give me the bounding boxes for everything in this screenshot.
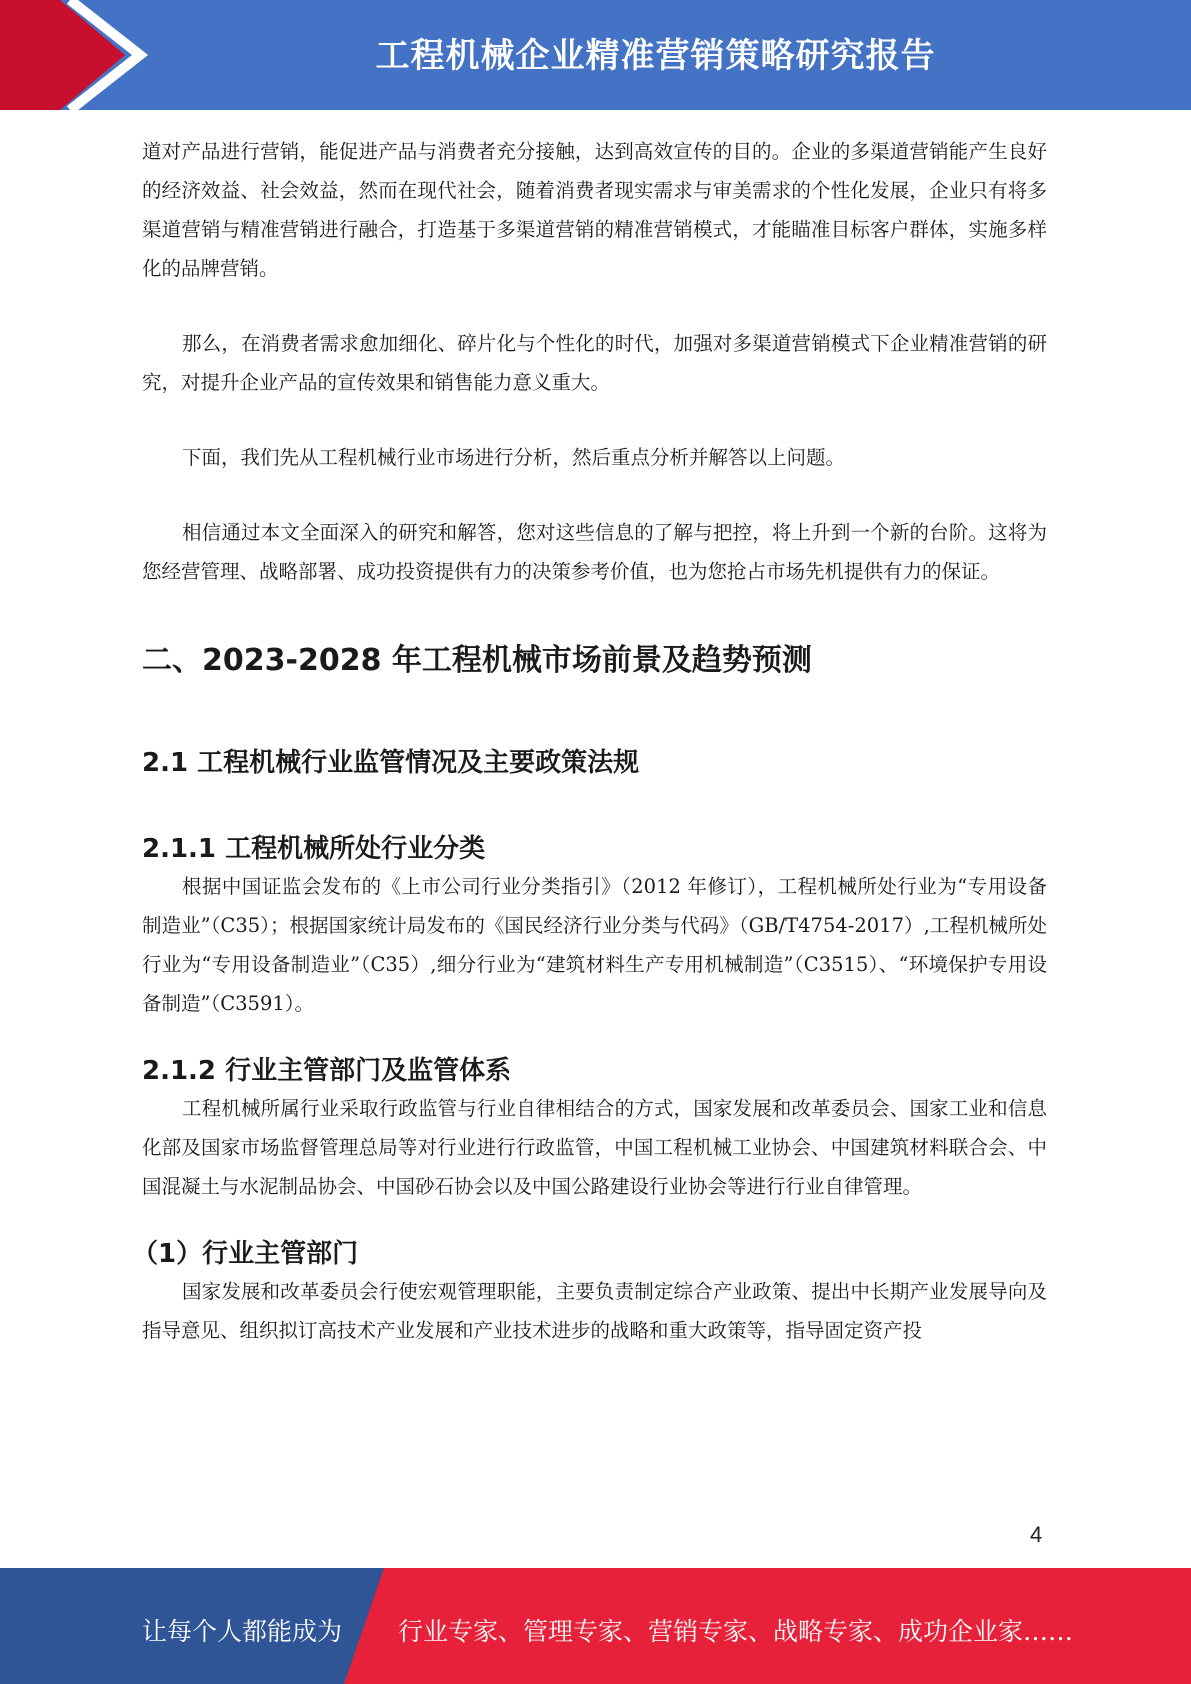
subsection-heading-1: 2.1.1 工程机械所处行业分类 bbox=[142, 834, 486, 864]
paragraph-2: 那么，在消费者需求愈加细化、碎片化与个性化的时代，加强对多渠道营销模式下企业精准营销的研究，对提升企业产品的宣传效果和销售能力意义重大。 bbox=[142, 332, 1047, 394]
report-title: 工程机械企业精准营销策略研究报告 bbox=[375, 36, 936, 76]
page-number: 4 bbox=[1030, 1522, 1043, 1547]
paragraph-4: 相信通过本文全面深入的研究和解答，您对这些信息的了解与把控，将上升到一个新的台阶。这将为您经营管理、战略部署、成功投资提供有力的决策参考价值，也为您抢占市场先机提供有力的保证。 bbox=[142, 521, 1047, 583]
footer-band bbox=[0, 1568, 1191, 1684]
subsection-heading-3: （1）行业主管部门 bbox=[132, 1239, 359, 1269]
paragraph-3: 下面，我们先从工程机械行业市场进行分析，然后重点分析并解答以上问题。 bbox=[182, 446, 846, 469]
paragraph-1: 道对产品进行营销，能促进产品与消费者充分接触，达到高效宣传的目的。企业的多渠道营销能产生良好的经济效益、社会效益，然而在现代社会，随着消费者现实需求与审美需求的个性化发展，企业只有将多渠道营销与精准营销进行融合，打造基于多渠道营销的精准营销模式，才能瞄准目标客户群体，实施多样化的品牌营销。 bbox=[142, 140, 1047, 280]
section-heading: 2.1 工程机械行业监管情况及主要政策法规 bbox=[142, 748, 640, 778]
subsection-heading-2: 2.1.2 行业主管部门及监管体系 bbox=[142, 1056, 512, 1086]
paragraph-5: 根据中国证监会发布的《上市公司行业分类指引》（2012 年修订），工程机械所处行业为“专用设备制造业”（C35）；根据国家统计局发布的《国民经济行业分类与代码》（GB/T4754-2017）,工程机械所处行业为“专用设备制造业”（C35）,细分行业为“建筑材料生产专用机械制造”（C3515）、“环境保护专用设备制造”（C3591）。 bbox=[142, 875, 1047, 1015]
page-content bbox=[132, 132, 1047, 1350]
paragraph-7: 国家发展和改革委员会行使宏观管理职能，主要负责制定综合产业政策、提出中长期产业发展导向及指导意见、组织拟订高技术产业发展和产业技术进步的战略和重大政策等，指导固定资产投 bbox=[142, 1280, 1047, 1342]
chapter-heading: 二、2023-2028 年工程机械市场前景及趋势预测 bbox=[142, 643, 812, 678]
header-band bbox=[0, 0, 1191, 110]
footer-slogan-right: 行业专家、管理专家、营销专家、战略专家、成功企业家…… bbox=[398, 1617, 1074, 1646]
paragraph-6: 工程机械所属行业采取行政监管与行业自律相结合的方式，国家发展和改革委员会、国家工业和信息化部及国家市场监督管理总局等对行业进行行政监管，中国工程机械工业协会、中国建筑材料联合会、中国混凝土与水泥制品协会、中国砂石协会以及中国公路建设行业协会等进行行业自律管理。 bbox=[142, 1097, 1047, 1198]
footer-slogan-left: 让每个人都能成为 bbox=[142, 1617, 343, 1646]
